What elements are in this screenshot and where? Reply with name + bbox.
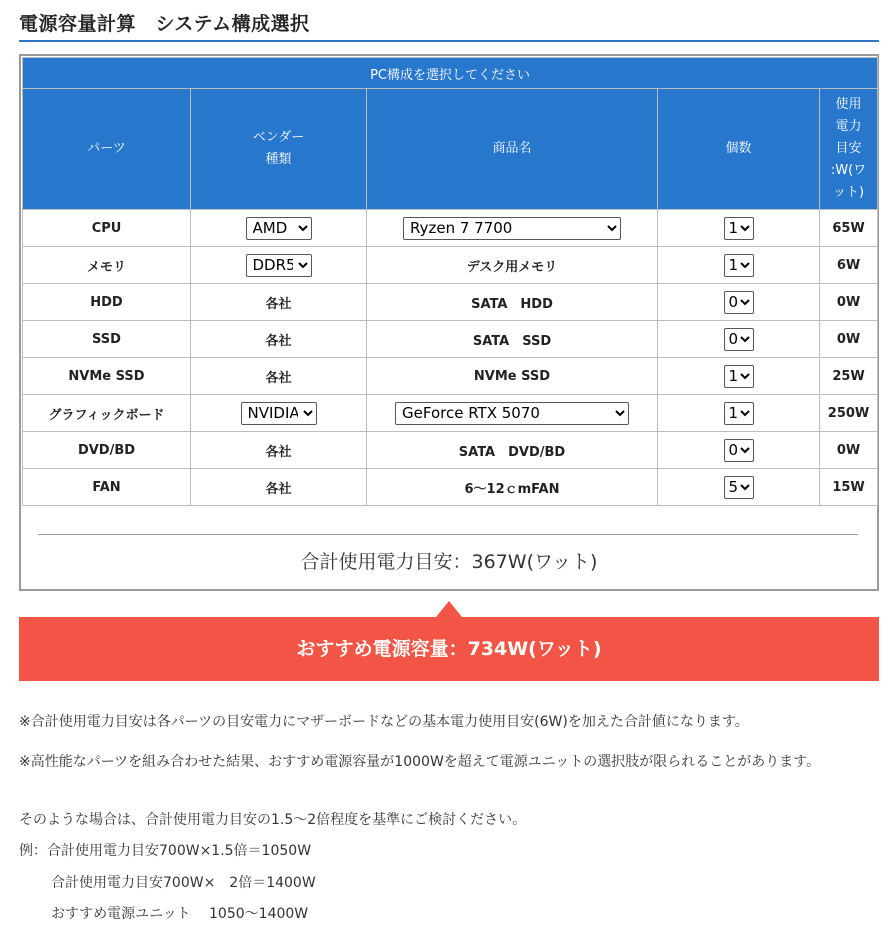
- recommended-capacity-banner: おすすめ電源容量：734W(ワット): [19, 617, 879, 681]
- table-row: [23, 395, 878, 432]
- product-cell: [367, 210, 658, 247]
- qty-cell: [658, 247, 820, 284]
- qty-cell: [658, 321, 820, 358]
- watt-value: 15W: [820, 469, 878, 506]
- qty-select[interactable]: [724, 365, 754, 388]
- header-part: パーツ: [23, 89, 191, 210]
- vendor-text: 各社: [191, 432, 367, 469]
- watt-value: 250W: [820, 395, 878, 432]
- page-title: 電源容量計算 システム構成選択: [19, 13, 310, 35]
- configuration-panel: [19, 54, 879, 591]
- table-row: [23, 321, 878, 358]
- table-row: [23, 284, 878, 321]
- total-divider: [38, 534, 858, 535]
- header-qty: 個数: [658, 89, 820, 210]
- qty-select[interactable]: [724, 476, 754, 499]
- vendor-text: 各社: [191, 321, 367, 358]
- watt-value: 6W: [820, 247, 878, 284]
- part-name: HDD: [23, 284, 191, 321]
- watt-value: 0W: [820, 321, 878, 358]
- watt-value: 25W: [820, 358, 878, 395]
- vendor-text: 各社: [191, 358, 367, 395]
- header-product: 商品名: [367, 89, 658, 210]
- vendor-cell: [191, 395, 367, 432]
- table-row: [23, 210, 878, 247]
- product-select[interactable]: [403, 217, 621, 240]
- header-watt-line: 電力: [835, 119, 862, 134]
- product-text: 6～12ｃmFAN: [367, 469, 658, 506]
- qty-cell: [658, 432, 820, 469]
- title-divider: [19, 40, 879, 42]
- part-name: FAN: [23, 469, 191, 506]
- qty-cell: [658, 284, 820, 321]
- vendor-text: 各社: [191, 469, 367, 506]
- product-cell: [367, 395, 658, 432]
- part-name: メモリ: [23, 247, 191, 284]
- table-row: [23, 469, 878, 506]
- header-watt-line: :W(ワ: [830, 163, 867, 178]
- note-base-power: ※合計使用電力目安は各パーツの目安電力にマザーボードなどの基本電力使用目安(6W)を加えた合計値になります。: [19, 714, 749, 730]
- header-watt: [820, 89, 878, 210]
- qty-cell: [658, 395, 820, 432]
- watt-value: 65W: [820, 210, 878, 247]
- header-vendor-line1: ベンダー: [252, 130, 305, 145]
- table-row: [23, 432, 878, 469]
- example-line: 合計使用電力目安700W× 2倍＝1400W: [51, 875, 316, 891]
- qty-select[interactable]: [724, 439, 754, 462]
- header-vendor: [191, 89, 367, 210]
- result-pointer: [436, 601, 462, 617]
- vendor-select[interactable]: [246, 254, 312, 277]
- header-watt-line: ット): [832, 185, 865, 200]
- watt-value: 0W: [820, 284, 878, 321]
- table-caption: PC構成を選択してください: [23, 58, 878, 89]
- product-text: SATA SSD: [367, 321, 658, 358]
- vendor-text: 各社: [191, 284, 367, 321]
- note-guideline: そのような場合は、合計使用電力目安の1.5～2倍程度を基準にご検討ください。: [19, 812, 527, 828]
- vendor-select[interactable]: [246, 217, 312, 240]
- part-name: SSD: [23, 321, 191, 358]
- part-name: CPU: [23, 210, 191, 247]
- header-watt-line: 目安: [835, 141, 862, 156]
- vendor-cell: [191, 210, 367, 247]
- total-wattage: 合計使用電力目安：367W(ワット): [300, 551, 598, 573]
- parts-table: [22, 57, 878, 506]
- table-row: [23, 358, 878, 395]
- part-name: NVMe SSD: [23, 358, 191, 395]
- vendor-cell: [191, 247, 367, 284]
- qty-cell: [658, 469, 820, 506]
- qty-select[interactable]: [724, 254, 754, 277]
- table-row: [23, 247, 878, 284]
- product-select[interactable]: [395, 402, 629, 425]
- part-name: DVD/BD: [23, 432, 191, 469]
- qty-select[interactable]: [724, 402, 754, 425]
- qty-select[interactable]: [724, 291, 754, 314]
- qty-select[interactable]: [724, 217, 754, 240]
- example-line: 例：合計使用電力目安700W×1.5倍＝1050W: [19, 843, 312, 859]
- product-text: SATA HDD: [367, 284, 658, 321]
- part-name: グラフィックボード: [23, 395, 191, 432]
- watt-value: 0W: [820, 432, 878, 469]
- header-vendor-line2: 種類: [265, 152, 292, 167]
- product-text: デスク用メモリ: [367, 247, 658, 284]
- example-line: おすすめ電源ユニット 1050～1400W: [51, 906, 309, 922]
- product-text: SATA DVD/BD: [367, 432, 658, 469]
- qty-cell: [658, 210, 820, 247]
- qty-cell: [658, 358, 820, 395]
- vendor-select[interactable]: [241, 402, 317, 425]
- product-text: NVMe SSD: [367, 358, 658, 395]
- qty-select[interactable]: [724, 328, 754, 351]
- header-watt-line: 使用: [835, 97, 862, 112]
- note-high-performance: ※高性能なパーツを組み合わせた結果、おすすめ電源容量が1000Wを超えて電源ユニットの選択肢が限られることがあります。: [19, 754, 821, 770]
